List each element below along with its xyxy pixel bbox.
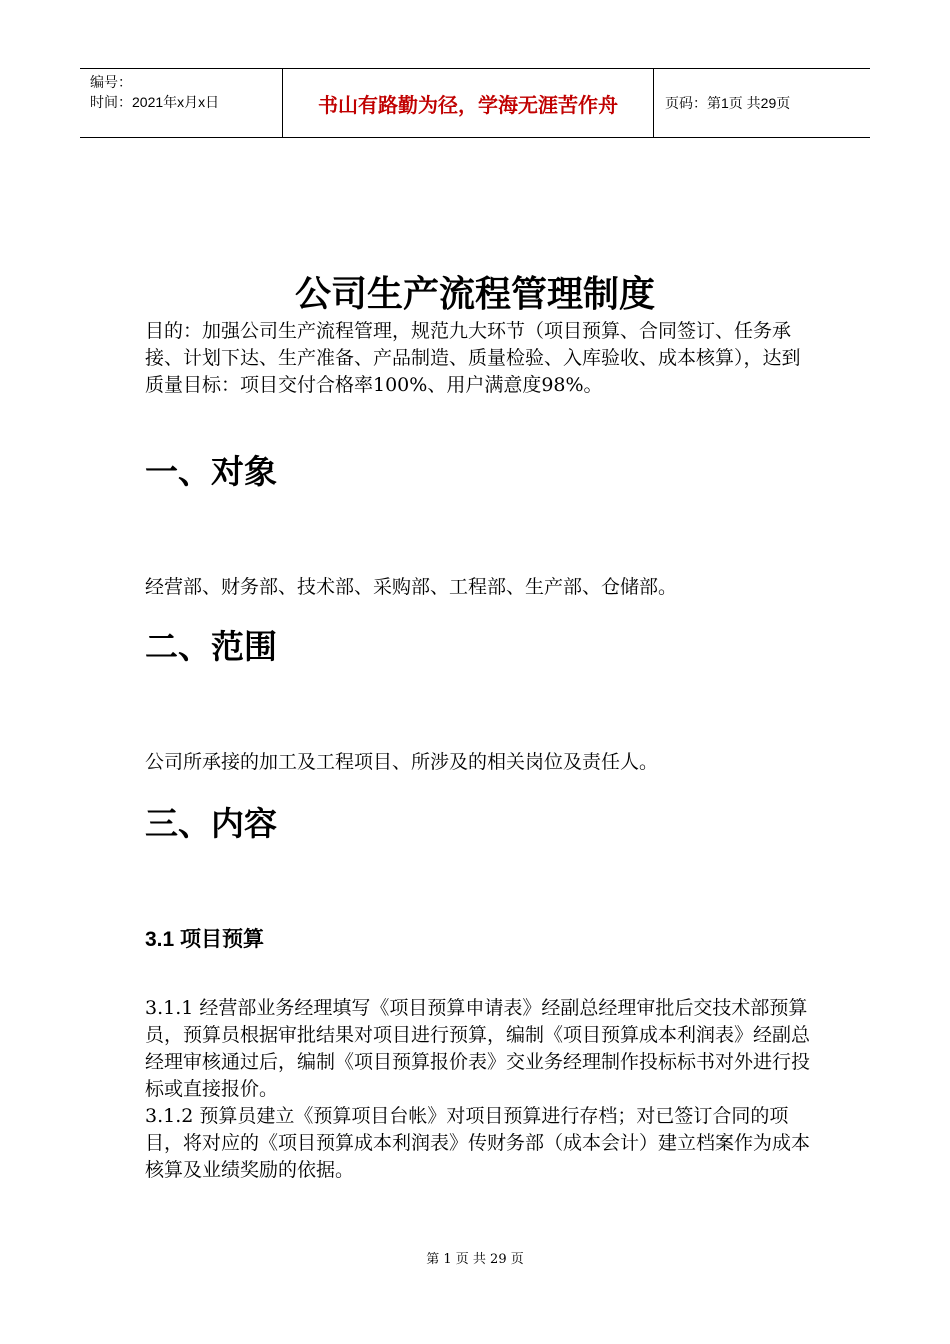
page-header-table xyxy=(80,68,870,138)
header-page-info: 页码：第1页 共29页 xyxy=(665,95,791,111)
paragraph-3-1-1: 3.1.1 经营部业务经理填写《项目预算申请表》经副总经理审批后交技术部预算员，预算员根据审批结果对项目进行预算，编制《项目预算成本利润表》经副总经理审核通过后，编制《项目预算报价表》交业务经理制作投标标书对外进行投标或直接报价。 xyxy=(145,997,811,1100)
paragraph-3-1-2: 3.1.2 预算员建立《预算项目台帐》对项目预算进行存档；对已签订合同的项目，将对应的《项目预算成本利润表》传财务部（成本会计）建立档案作为成本核算及业绩奖励的依据。 xyxy=(145,1105,811,1181)
purpose-paragraph: 目的：加强公司生产流程管理，规范九大环节（项目预算、合同签订、任务承接、计划下达、生产准备、产品制造、质量检验、入库验收、成本核算），达到质量目标：项目交付合格率100%、用户满意度98%。 xyxy=(145,320,801,396)
document-title: 公司生产流程管理制度 xyxy=(294,274,655,315)
doc-date: 时间：2021年x月x日 xyxy=(90,94,220,110)
section-text-scope: 公司所承接的加工及工程项目、所涉及的相关岗位及责任人。 xyxy=(145,751,659,773)
header-motto: 书山有路勤为径，学海无涯苦作舟 xyxy=(283,69,654,137)
header-meta-cell xyxy=(80,69,283,137)
doc-number-label: 编号： xyxy=(90,74,132,90)
sub-heading-project-budget: 3.1 项目预算 xyxy=(145,928,265,951)
page-footer: 第 1 页 共 29 页 xyxy=(426,1252,524,1267)
section-text-objects: 经营部、财务部、技术部、采购部、工程部、生产部、仓储部。 xyxy=(145,576,678,598)
section-heading-scope: 二、范围 xyxy=(145,627,277,666)
section-heading-content: 三、内容 xyxy=(145,804,277,843)
section-heading-objects: 一、对象 xyxy=(145,452,277,491)
